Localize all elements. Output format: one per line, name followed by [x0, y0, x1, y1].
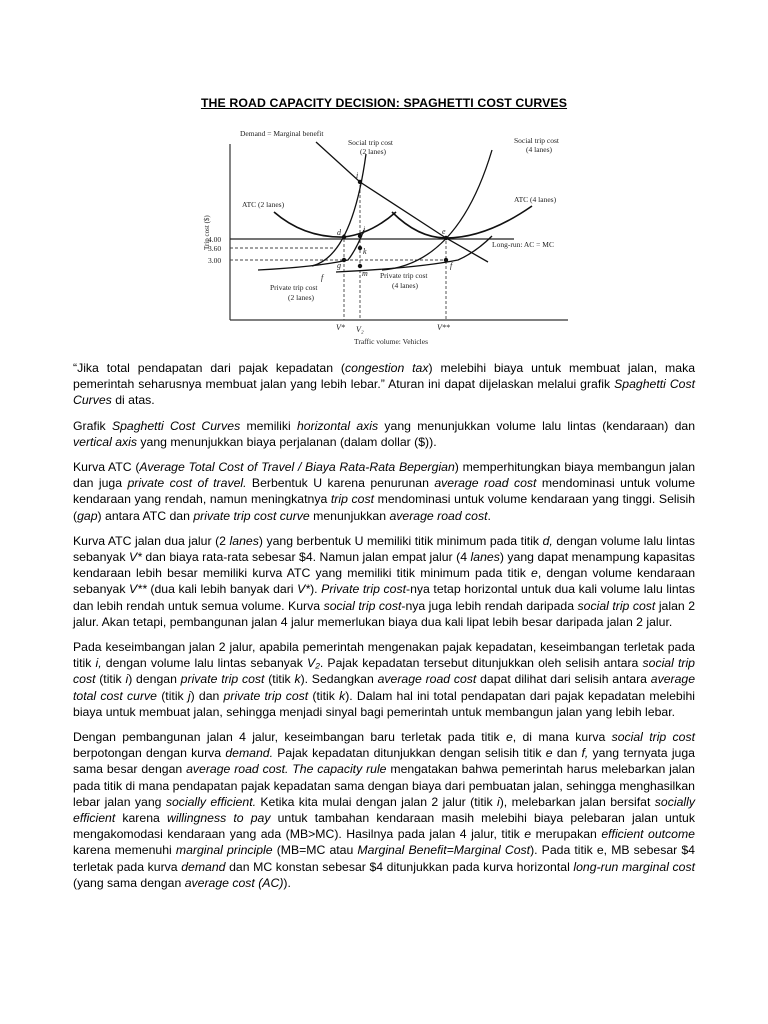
text-run: e [545, 746, 553, 761]
text-run: dan biaya rata-rata sebesar $4. Namun jalan empat jalur (4 [141, 550, 471, 565]
text-run: Dengan pembangunan jalan 4 jalur, keseimbangan baru terletak pada titik [73, 730, 506, 745]
label-k: k [363, 247, 367, 256]
text-run: Ketika kita mulai dengan jalan 2 jalur (titik [256, 794, 497, 809]
text-run: “Jika total pendapatan dari pajak kepadatan ( [73, 361, 346, 375]
text-run: memiliki [240, 418, 297, 433]
text-run: untuk tambahan kendaraan masih melebihi biaya pelebaran jalan untuk mengakomodasi kendaraan yang ada (MB>MC). Hasilnya pada jalan 4 jalur, titik [73, 811, 695, 842]
private4-label-a: Private trip cost [380, 271, 428, 280]
text-run: e [531, 566, 538, 581]
text-run: merupakan [531, 827, 602, 842]
cost-curves-svg [196, 126, 596, 348]
text-run: yang menunjukkan biaya perjalanan (dalam dollar ($)). [137, 434, 437, 449]
text-run: (yang sama dengan [73, 875, 185, 890]
text-run: Pajak kepadatan ditunjukkan dengan selisih titik [273, 746, 546, 761]
text-run: socially efficient. [165, 794, 256, 809]
text-run: i, [95, 656, 102, 671]
text-run: social trip cost [611, 730, 696, 745]
text-run: yang menunjukkan volume lalu lintas (kendaraan) dan [378, 418, 696, 433]
text-run: average total cost curve [73, 672, 696, 703]
point-j [358, 234, 362, 238]
text-run: Spaghetti Cost Curves [111, 418, 241, 433]
text-run: i [125, 672, 129, 687]
text-run: lanes [229, 533, 259, 548]
point-m [358, 264, 362, 268]
text-run: long-run marginal cost [573, 859, 695, 874]
text-run: i [496, 794, 500, 809]
text-run: ). [283, 875, 291, 890]
text-run: (MB=MC atau [272, 843, 358, 858]
social4-label-a: Social trip cost [514, 136, 559, 145]
point-k [358, 246, 362, 250]
point-f [444, 258, 448, 262]
private4-label-b: (4 lanes) [392, 281, 419, 290]
demand-curve [316, 142, 488, 262]
atc2-label: ATC (2 lanes) [242, 200, 285, 209]
paragraph-4 [73, 533, 695, 630]
text-run: (titik [95, 672, 126, 687]
document-body [73, 360, 695, 900]
private2-label-b: (2 lanes) [288, 293, 315, 302]
social2-label-b: (2 lanes) [360, 147, 387, 156]
social4-label-b: (4 lanes) [526, 145, 553, 154]
text-run: lanes [470, 550, 500, 565]
label-f2: f [450, 261, 453, 270]
social2-label-a: Social trip cost [348, 138, 393, 147]
text-run: average road cost [389, 508, 488, 523]
text-run: Berbentuk U karena penurunan [246, 476, 435, 491]
label-d: d [337, 228, 341, 237]
text-run: mendominasi untuk volume kendaraan yang tinggi. Selisih ( [73, 492, 696, 523]
text-run: , dengan volume kendaraan sebanyak [73, 566, 696, 597]
text-run: Private trip cost [321, 582, 406, 597]
document-title: THE ROAD CAPACITY DECISION: SPAGHETTI COST CURVES [200, 96, 568, 110]
text-run: dengan volume lalu lintas sebanyak [73, 533, 696, 565]
text-run: V** [129, 582, 147, 597]
text-run: jalan 2 jalur. Akan tetapi, pembangunan jalan 4 jalur memerlukan biaya dua kali lipat lebih besar daripada jalan 2 jalur. [73, 598, 696, 629]
text-run: dengan volume lalu lintas sebanyak [101, 656, 308, 671]
text-run: social trip cost [577, 598, 656, 613]
point-i [358, 180, 362, 184]
text-run: -nya juga lebih rendah daripada [401, 598, 578, 613]
text-run: congestion tax [345, 361, 429, 375]
text-run: (titik [308, 688, 340, 703]
private2-label-a: Private trip cost [270, 283, 318, 292]
text-run: ) melebihi biaya untuk membuat jalan, maka pemerintah seharusnya membuat jalan yang lebih lebar.” Aturan ini dapat dijelaskan melalui grafik [73, 361, 696, 392]
label-f1: f [321, 273, 324, 282]
text-run: ) yang berbentuk U memiliki titik minimum pada titik [258, 533, 543, 548]
text-run: ). Sedangkan [300, 672, 378, 687]
atc4-label: ATC (4 lanes) [514, 195, 557, 204]
text-run: di atas. [111, 393, 155, 408]
text-run: social trip cost [73, 656, 695, 687]
text-run: ) antara ATC dan [97, 508, 194, 523]
text-run: f, [581, 746, 589, 761]
text-run: ) memperhitungkan biaya membangun jalan dan juga [73, 460, 696, 491]
text-run: ) dan [190, 688, 224, 703]
text-run: vertical axis [73, 434, 137, 449]
text-run: berpotongan dengan kurva [73, 746, 226, 761]
text-run: karena memenuhi [73, 843, 176, 858]
text-run: (titik [157, 688, 188, 703]
point-g [342, 258, 346, 262]
label-e: e [442, 227, 446, 236]
text-run: horizontal axis [296, 418, 379, 433]
text-run: -nya tetap horizontal untuk dua kali volume lalu lintas dan lebih rendah untuk semua volume. Kurva [73, 582, 695, 613]
paragraph-5 [73, 639, 695, 720]
text-run: Kurva ATC jalan dua jalur (2 [73, 533, 230, 548]
point-d [342, 235, 346, 239]
text-run: Spaghetti Cost Curves [73, 377, 696, 408]
longrun-label: Long-run: AC = MC [492, 240, 554, 249]
text-run: mengatakan bahwa pemerintah harus melebarkan jalan pada titik di mana pendapatan pajak kepadatan sama dengan biaya dari pembuatan jalan, sehingga menghasilkan lebar jalan yang [73, 762, 695, 809]
spaghetti-cost-curves-figure [196, 126, 596, 348]
text-run: V* [297, 582, 311, 597]
text-run: average cost (AC) [184, 875, 284, 890]
text-run: ). Dalam hal ini total pendapatan dari pajak kepadatan melebihi biaya untuk membuat jalan, sehingga menjadi sinyal bagi pemerintah untuk membangun jalan yang lebih lebar. [73, 688, 695, 719]
text-run: willingness to pay [166, 811, 271, 826]
label-i: i [356, 171, 359, 180]
text-run: private trip cost [180, 672, 265, 687]
text-run: menunjukkan [309, 508, 390, 523]
label-g: g [337, 261, 341, 270]
text-run: Average Total Cost of Travel / Biaya Rata-Rata Bepergian [139, 460, 455, 475]
text-run: demand [181, 859, 226, 874]
text-run: social trip cost [323, 598, 402, 613]
text-run: . Pajak kepadatan tersebut ditunjukkan oleh selisih antara [319, 656, 643, 671]
text-run: ). Pada titik e, MB sebesar $4 terletak pada kurva [73, 843, 695, 874]
y-tick-300: 3.00 [208, 256, 222, 265]
paragraph-2 [73, 418, 695, 450]
text-run: . [487, 508, 491, 523]
text-run: trip cost [330, 492, 375, 507]
x-tick-v2: V₂ [356, 325, 364, 334]
text-run: yang ternyata juga sama besar dengan [73, 746, 695, 777]
text-run: average road cost. The capacity rule [186, 762, 387, 777]
text-run: efficient outcome [601, 827, 695, 842]
text-run: average road cost [377, 672, 477, 687]
demand-label: Demand = Marginal benefit [240, 129, 324, 138]
text-run: Grafik [73, 418, 112, 433]
text-run: gap [77, 508, 98, 523]
text-run: average road cost [434, 476, 537, 491]
x-axis-label: Traffic volume: Vehicles [354, 337, 429, 346]
text-run: V₂ [307, 656, 320, 671]
social-trip-cost-4-lanes-curve [382, 150, 492, 270]
text-run: private trip cost [223, 688, 309, 703]
text-run: (titik [264, 672, 295, 687]
x-tick-vss: V** [437, 323, 450, 332]
atc-4-lanes-curve [392, 206, 532, 238]
text-run: e [505, 730, 513, 745]
text-run: ). [310, 582, 322, 597]
text-run: mendominasi untuk volume kendaraan yang rendah, namun meningkatnya [73, 476, 696, 507]
text-run: e [524, 827, 532, 842]
text-run: Pada keseimbangan jalan 2 jalur, apabila pemerintah mengenakan pajak kepadatan, keseimbangan terletak pada titik [73, 640, 695, 671]
y-axis-label: Trip cost ($) [203, 215, 211, 250]
text-run: socially efficient [73, 794, 695, 826]
text-run: k [294, 672, 301, 687]
label-m: m [362, 269, 368, 278]
text-run: (dua kali lebih banyak dari [146, 582, 298, 597]
text-run: dapat dilihat dari selisih antara [476, 672, 651, 687]
paragraph-1 [73, 360, 695, 409]
y-tick-400: 4.00 [208, 235, 222, 244]
text-run: demand. [225, 746, 274, 761]
text-run: ), melebarkan jalan bersifat [499, 794, 655, 809]
text-run: private cost of travel. [127, 476, 247, 491]
text-run: d, [542, 533, 553, 548]
text-run: Kurva ATC ( [73, 460, 140, 475]
paragraph-3 [73, 459, 695, 524]
paragraph-6 [73, 729, 695, 891]
text-run: Marginal Benefit=Marginal Cost [357, 843, 531, 858]
x-tick-vstar: V* [336, 323, 345, 332]
point-e [444, 236, 448, 240]
text-run: marginal principle [175, 843, 273, 858]
text-run: ) dengan [128, 672, 181, 687]
text-run: ) yang dapat menampung kapasitas kendaraan lebih besar memiliki kurva ATC yang memiliki titik minimum pada titik [73, 550, 696, 581]
atc-2-lanes-curve [274, 212, 396, 237]
text-run: private trip cost curve [193, 508, 310, 523]
text-run: karena [115, 811, 167, 826]
text-run: , di mana kurva [512, 730, 612, 745]
text-run: V* [128, 550, 142, 565]
text-run: k [339, 688, 346, 703]
text-run: j [187, 688, 191, 703]
text-run: dan [552, 746, 582, 761]
y-tick-360: 3.60 [208, 244, 222, 253]
text-run: dan MC konstan sebesar $4 ditunjukkan pada kurva horizontal [225, 859, 574, 874]
label-j: j [363, 225, 366, 234]
